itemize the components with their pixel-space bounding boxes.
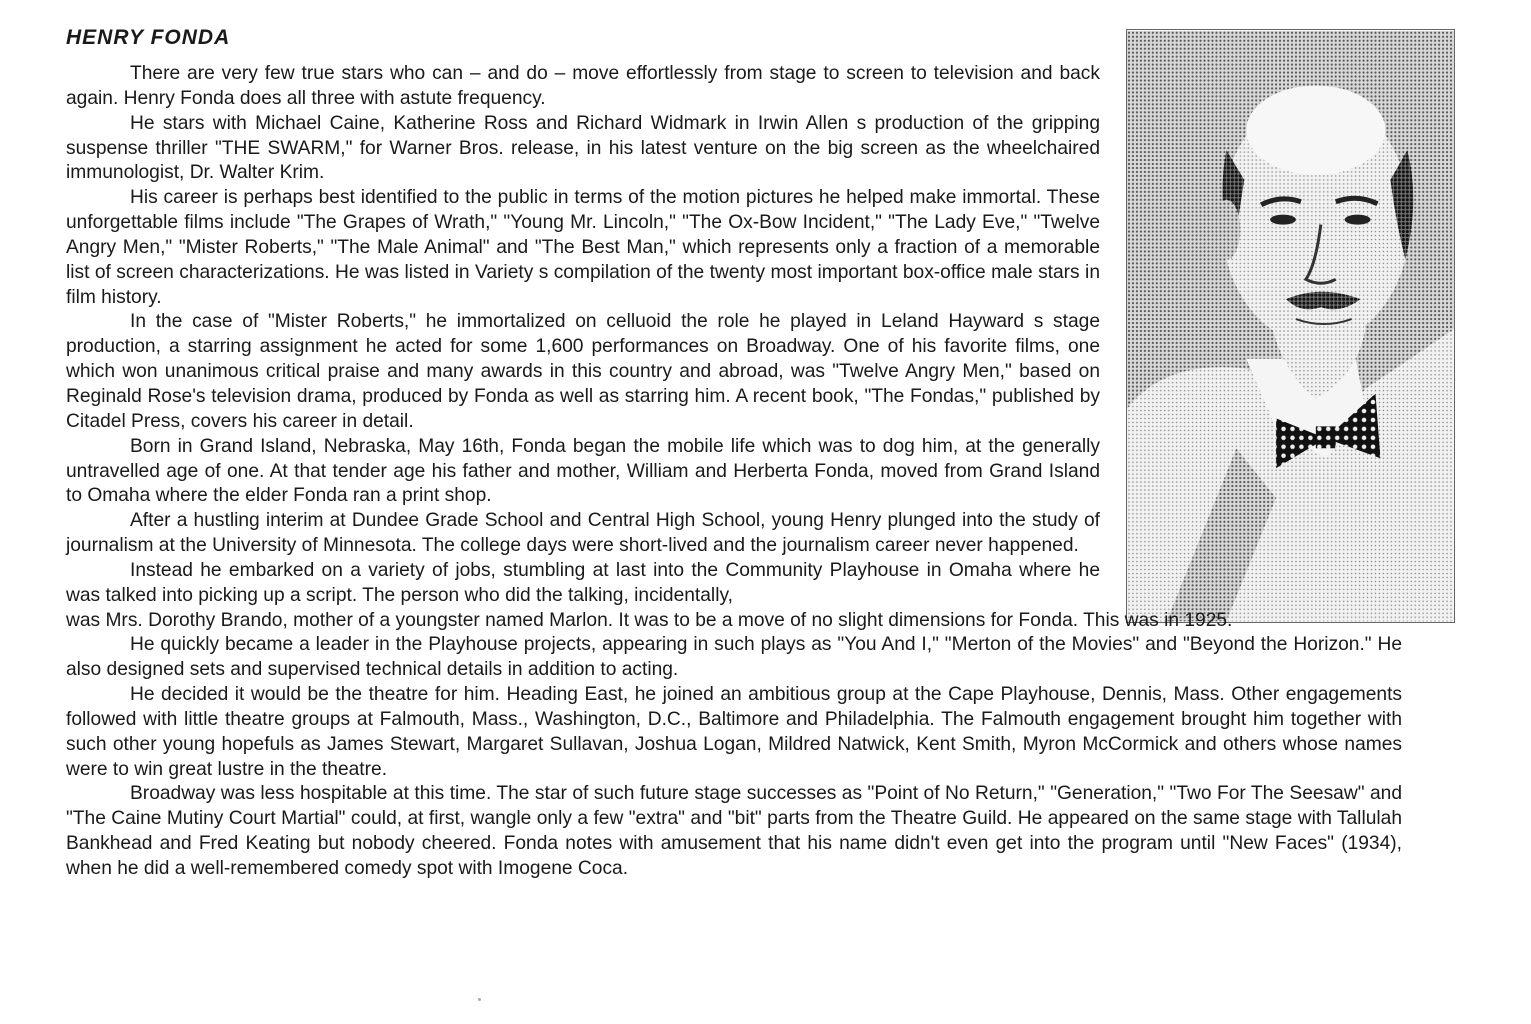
paragraph-continued: was Mrs. Dorothy Brando, mother of a youngster named Marlon. It was to be a move of no slight dimensions for Fonda. This was in 1925. (66, 609, 1233, 631)
paragraph-part: Instead he embarked on a variety of jobs, stumbling at last into the Community Playhouse in Omaha where he was talked into picking up a script. The person who did the talking, incidentally, (66, 559, 1100, 606)
paragraph: Born in Grand Island, Nebraska, May 16th, Fonda began the mobile life which was to dog him, at the generally untravelled age of one. At that tender age his father and mother, William and Herberta Fonda, moved from Grand Island to Omaha where the elder Fonda ran a print shop. (66, 435, 1100, 507)
paragraph: He decided it would be the theatre for him. Heading East, he joined an ambitious group at the Cape Playhouse, Dennis, Mass. Other engagements followed with little theatre groups at Falmouth, Mass., Washington, D.C., Baltimore and Philadelphia. The Falmouth engagement brought him together with such other young hopefuls as James Stewart, Margaret Sullavan, Joshua Logan, Mildred Natwick, Kent Smith, Myron McCormick and others whose names were to win great lustre in the theatre. (66, 684, 1402, 780)
paragraph: He stars with Michael Caine, Katherine Ross and Richard Widmark in Irwin Allen s production of the gripping suspense thriller "THE SWARM," for Warner Bros. release, in his latest venture on the big screen as the wheelchaired immunologist, Dr. Walter Krim. (66, 112, 1100, 184)
paragraph: After a hustling interim at Dundee Grade School and Central High School, young Henry plunged into the study of journalism at the University of Minnesota. The college days were short-lived and the journalism career never happened. (66, 510, 1100, 557)
paragraph: In the case of "Mister Roberts," he immortalized on celluoid the role he played in Leland Hayward s stage production, a starring assignment he acted for some 1,600 performances on Broadway. One of his favorite films, one which won unanimous critical praise and many awards in this country and abroad, was "Twelve Angry Men," based on Reginald Rose's television drama, produced by Fonda as well as starring him. A recent book, "The Fondas," published by Citadel Press, covers his career in detail. (66, 311, 1100, 432)
paragraph: He quickly became a leader in the Playhouse projects, appearing in such plays as "You And I," "Merton of the Movies" and "Beyond the Horizon." He also designed sets and supervised technical details in addition to acting. (66, 634, 1402, 681)
narrow-column (66, 62, 1100, 609)
print-speck (478, 998, 481, 1001)
paragraph: His career is perhaps best identified to the public in terms of the motion pictures he helped make immortal. These unforgettable films include "The Grapes of Wrath," "Young Mr. Lincoln," "The Ox-Bow Incident," "The Lady Eve," "Twelve Angry Men," "Mister Roberts," "The Male Animal" and "The Best Man," which represents only a fraction of a memorable list of screen characterizations. He was listed in Variety s compilation of the twenty most important box-office male stars in film history. (66, 187, 1100, 308)
paragraph: There are very few true stars who can – and do – move effortlessly from stage to screen to television and back again. Henry Fonda does all three with astute frequency. (66, 63, 1100, 109)
article-title: HENRY FONDA (66, 26, 231, 49)
paragraph: Broadway was less hospitable at this time. The star of such future stage successes as "Point of No Return," "Generation," "Two For The Seesaw" and "The Caine Mutiny Court Martial" could, at first, wangle only a few "extra" and "bit" parts from the Theatre Guild. He appeared on the same stage with Tallulah Bankhead and Fred Keating but nobody cheered. Fonda notes with amusement that his name didn't even get into the program until "New Faces" (1934), when he did a well-remembered comedy spot with Imogene Coca. (66, 783, 1402, 879)
article-body (66, 62, 1402, 882)
